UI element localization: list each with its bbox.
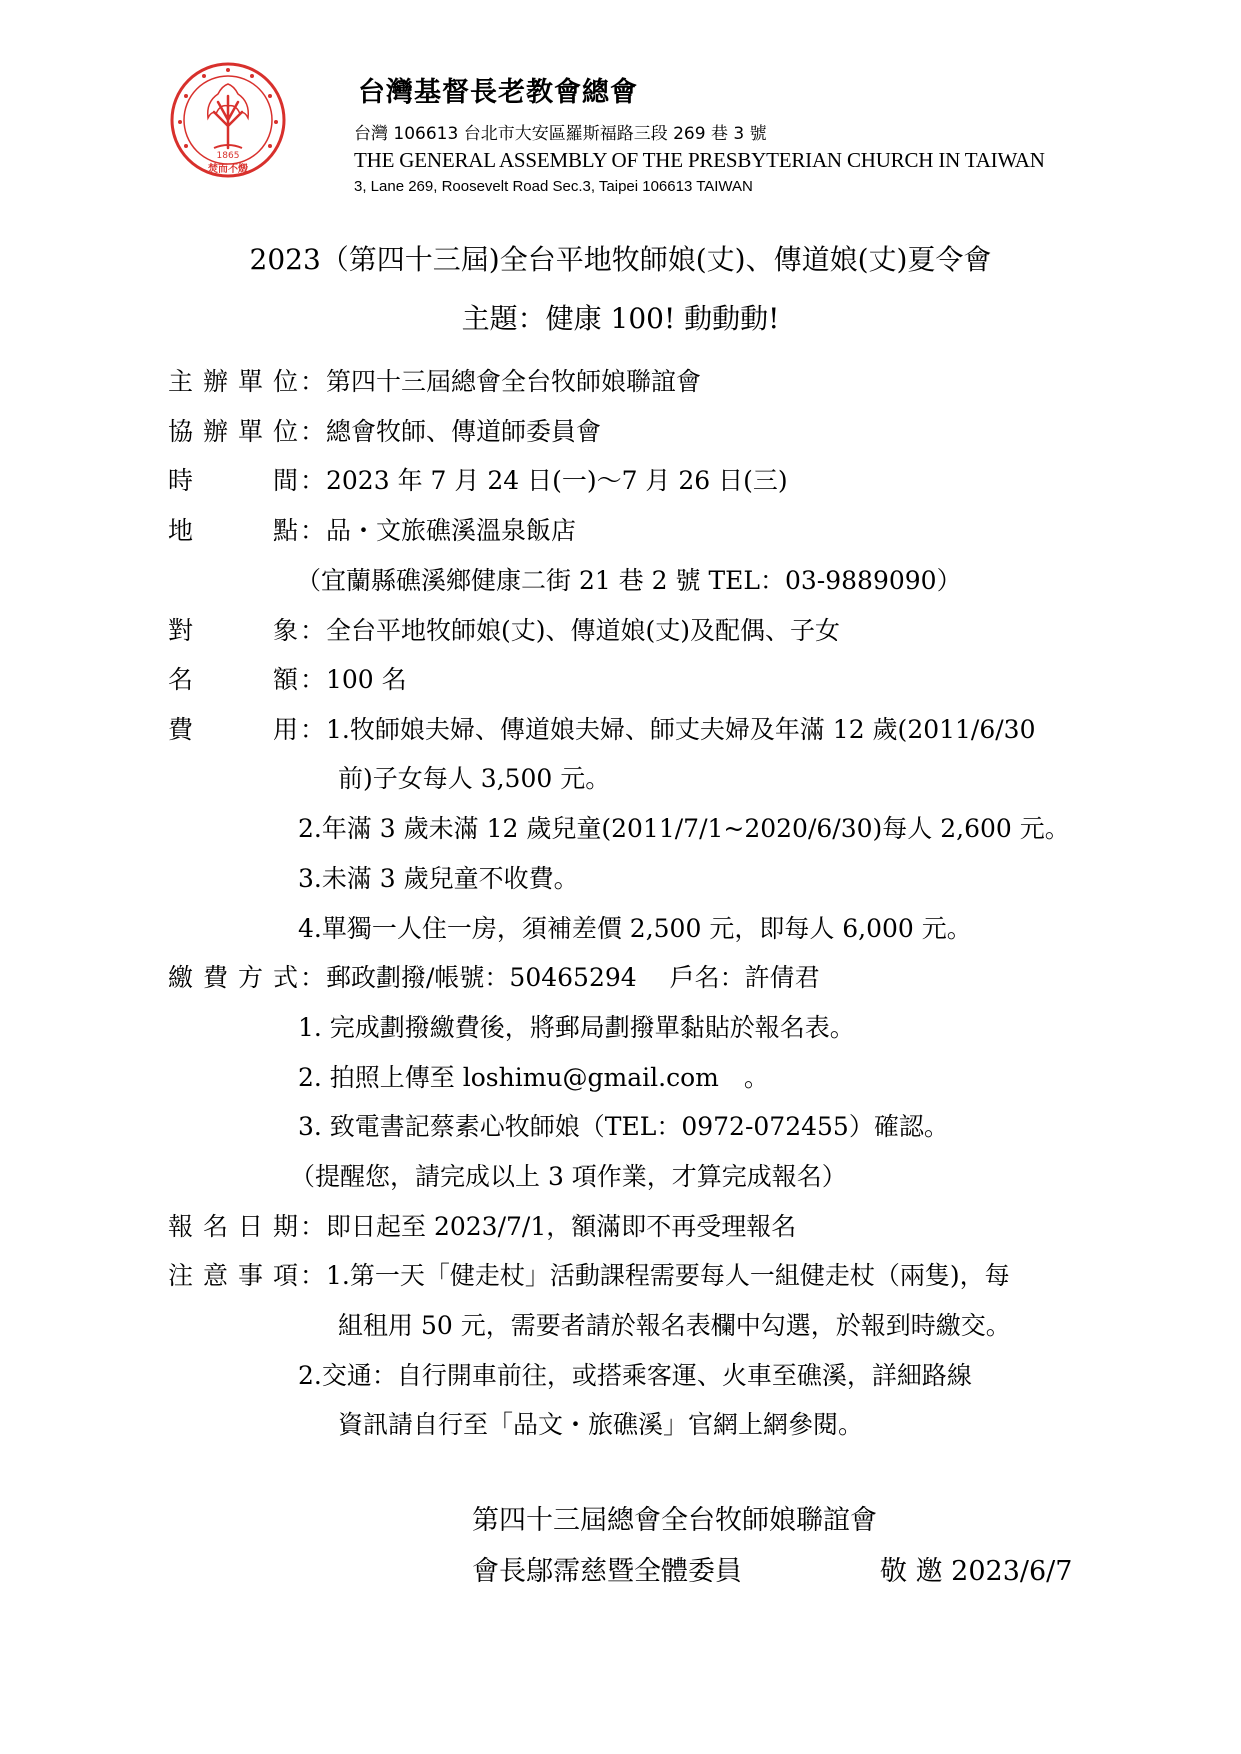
- field-value: 即日起至 2023/7/1，額滿即不再受理報名: [326, 1212, 797, 1241]
- fee-line: 3.未滿 3 歲兒童不收費。: [298, 864, 579, 893]
- fee-line: 前)子女每人 3,500 元。: [338, 764, 611, 793]
- notes-line: 2.交通：自行開車前往，或搭乘客運、火車至礁溪，詳細路線: [298, 1361, 972, 1390]
- location-address: （宜蘭縣礁溪鄉健康二街 21 巷 2 號 TEL：03-9889090）: [296, 566, 962, 595]
- document-title: 2023（第四十三屆)全台平地牧師娘(丈)、傳道娘(丈)夏令會: [249, 243, 992, 276]
- field-label: 主辦單位: [168, 367, 298, 396]
- church-logo: [170, 62, 286, 178]
- field-value: 全台平地牧師娘(丈)、傳道娘(丈)及配偶、子女: [326, 616, 841, 645]
- org-address-en: 3, Lane 269, Roosevelt Road Sec.3, Taipei 106613 TAIWAN: [354, 178, 753, 195]
- signature-org: 第四十三屆總會全台牧師娘聯誼會: [472, 1505, 877, 1536]
- notes-line: 組租用 50 元，需要者請於報名表欄中勾選，於報到時繳交。: [338, 1311, 1011, 1340]
- field-label: 協辦單位: [168, 417, 298, 446]
- field-label: 名額: [168, 665, 298, 694]
- field-value: 總會牧師、傳道師委員會: [326, 417, 602, 446]
- field-label: 地點: [168, 516, 298, 545]
- field-value: 第四十三屆總會全台牧師娘聯誼會: [326, 367, 702, 396]
- payment-step: 2. 拍照上傳至 loshimu@gmail.com 。: [298, 1063, 769, 1092]
- field-value: 1.第一天「健走杖」活動課程需要每人一組健走杖（兩隻)，每: [326, 1261, 1010, 1290]
- field-label: 注意事項: [168, 1261, 298, 1290]
- field-value: 2023 年 7 月 24 日(一)～7 月 26 日(三): [326, 466, 788, 495]
- payment-step: 3. 致電書記蔡素心牧師娘（TEL：0972-072455）確認。: [298, 1112, 949, 1141]
- fee-line: 2.年滿 3 歲未滿 12 歲兒童(2011/7/1~2020/6/30)每人 2,600 元。: [298, 814, 1070, 843]
- field-value: 郵政劃撥/帳號：50465294 戶名：許倩君: [326, 963, 820, 992]
- notes-line: 資訊請自行至「品文・旅礁溪」官網上網參閱。: [338, 1410, 864, 1439]
- field-label: 費用: [168, 715, 298, 744]
- org-address-cn: 台灣 106613 台北市大安區羅斯福路三段 269 巷 3 號: [354, 124, 767, 144]
- svg-text:焚而不燬: 焚而不燬: [208, 164, 248, 175]
- payment-reminder: （提醒您，請完成以上 3 項作業，才算完成報名）: [290, 1162, 847, 1191]
- field-label: 報名日期: [168, 1212, 298, 1241]
- field-value: 品・文旅礁溪溫泉飯店: [326, 516, 577, 545]
- fee-line: 4.單獨一人住一房，須補差價 2,500 元，即每人 6,000 元。: [298, 914, 972, 943]
- signature-name: 會長鄔霈慈暨全體委員: [472, 1556, 742, 1587]
- field-value: 100 名: [326, 665, 407, 694]
- payment-step: 1. 完成劃撥繳費後，將郵局劃撥單黏貼於報名表。: [298, 1013, 855, 1042]
- field-label: 對象: [168, 616, 298, 645]
- signature-date: 敬 邀 2023/6/7: [880, 1556, 1073, 1587]
- svg-text:1865: 1865: [216, 151, 240, 161]
- document-theme: 主題：健康 100! 動動動!: [461, 302, 780, 335]
- field-value: 1.牧師娘夫婦、傳道娘夫婦、師丈夫婦及年滿 12 歲(2011/6/30: [326, 715, 1036, 744]
- field-label: 繳費方式: [168, 963, 298, 992]
- org-name-cn: 台灣基督長老教會總會: [358, 77, 638, 108]
- field-label: 時間: [168, 466, 298, 495]
- org-name-en: THE GENERAL ASSEMBLY OF THE PRESBYTERIAN CHURCH IN TAIWAN: [354, 148, 1045, 172]
